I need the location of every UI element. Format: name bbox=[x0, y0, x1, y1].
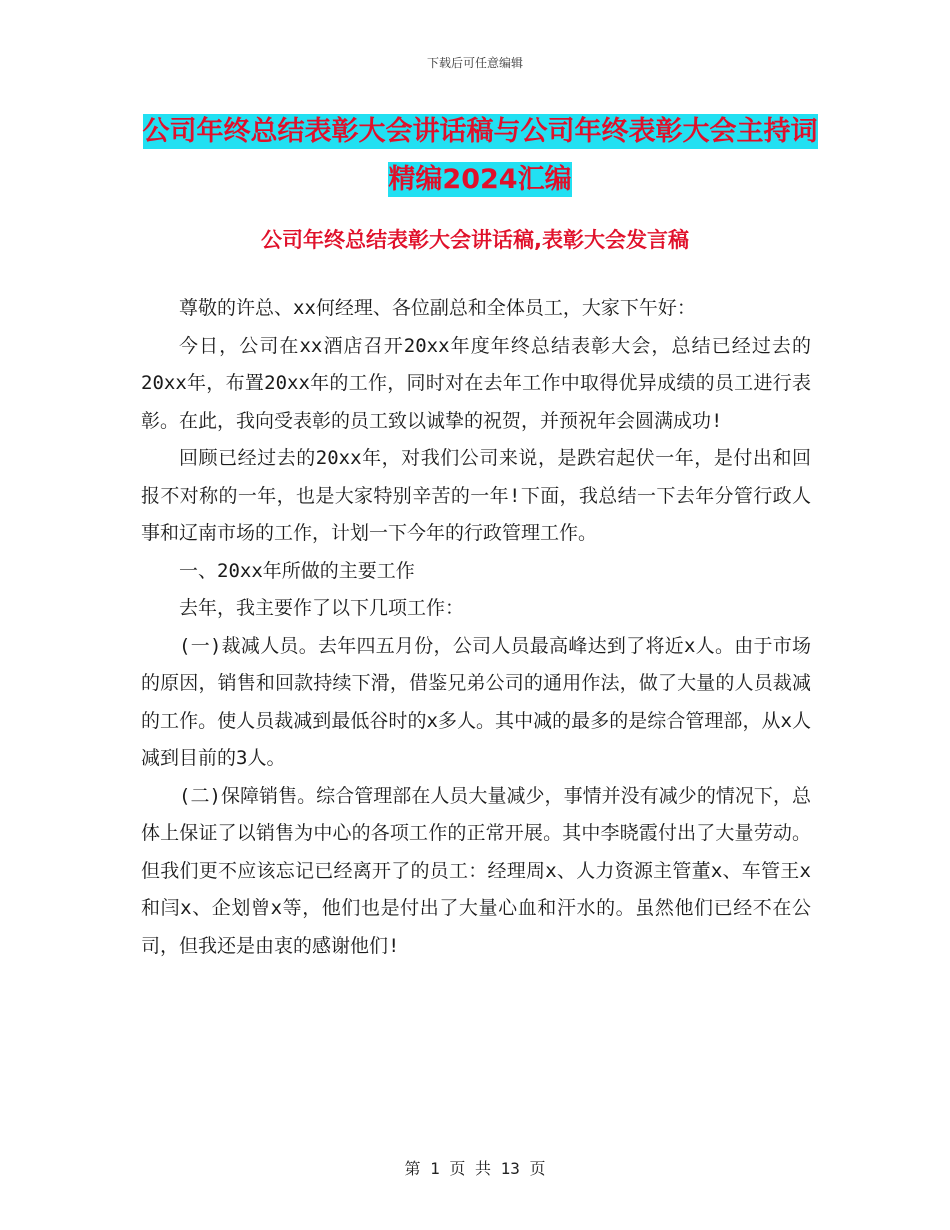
header-note: 下载后可任意编辑 bbox=[426, 56, 523, 70]
paragraph-opening: 今日，公司在xx酒店召开20xx年度年终总结表彰大会，总结已经过去的20xx年，布置20xx年的工作，同时对在去年工作中取得优异成绩的员工进行表彰。在此，我向受表彰的员工致以诚挚的祝贺，并预祝年会圆满成功! bbox=[141, 334, 811, 432]
document-body bbox=[141, 290, 811, 965]
page-number: 第 1 页 共 13 页 bbox=[404, 1159, 546, 1178]
document-title bbox=[140, 108, 820, 204]
paragraph-greeting: 尊敬的许总、xx何经理、各位副总和全体员工，大家下午好： bbox=[179, 297, 696, 319]
section-heading: 一、20xx年所做的主要工作 bbox=[179, 559, 415, 582]
paragraph-staff-reduction: (一)裁减人员。去年四五月份，公司人员最高峰达到了将近x人。由于市场的原因，销售和回款持续下滑，借鉴兄弟公司的通用作法，做了大量的人员裁减的工作。使人员裁减到最低谷时的x多人。其中减的最多的是综合管理部，从x人减到目前的3人。 bbox=[141, 634, 811, 769]
document-subtitle: 公司年终总结表彰大会讲话稿,表彰大会发言稿 bbox=[261, 228, 689, 252]
paragraph-review: 回顾已经过去的20xx年，对我们公司来说，是跌宕起伏一年，是付出和回报不对称的一年，也是大家特别辛苦的一年!下面，我总结一下去年分管行政人事和辽南市场的工作，计划一下今年的行政管理工作。 bbox=[141, 447, 811, 544]
paragraph-intro: 去年，我主要作了以下几项工作： bbox=[179, 597, 465, 619]
document-title-text: 公司年终总结表彰大会讲话稿与公司年终表彰大会主持词精编2024汇编 bbox=[142, 116, 818, 195]
paragraph-sales-support: (二)保障销售。综合管理部在人员大量减少，事情并没有减少的情况下，总体上保证了以销售为中心的各项工作的正常开展。其中李晓霞付出了大量劳动。但我们更不应该忘记已经离开了的员工：经理周x、人力资源主管董x、车管王x和闫x、企划曾x等，他们也是付出了大量心血和汗水的。虽然他们已经不在公司，但我还是由衷的感谢他们! bbox=[141, 784, 811, 957]
